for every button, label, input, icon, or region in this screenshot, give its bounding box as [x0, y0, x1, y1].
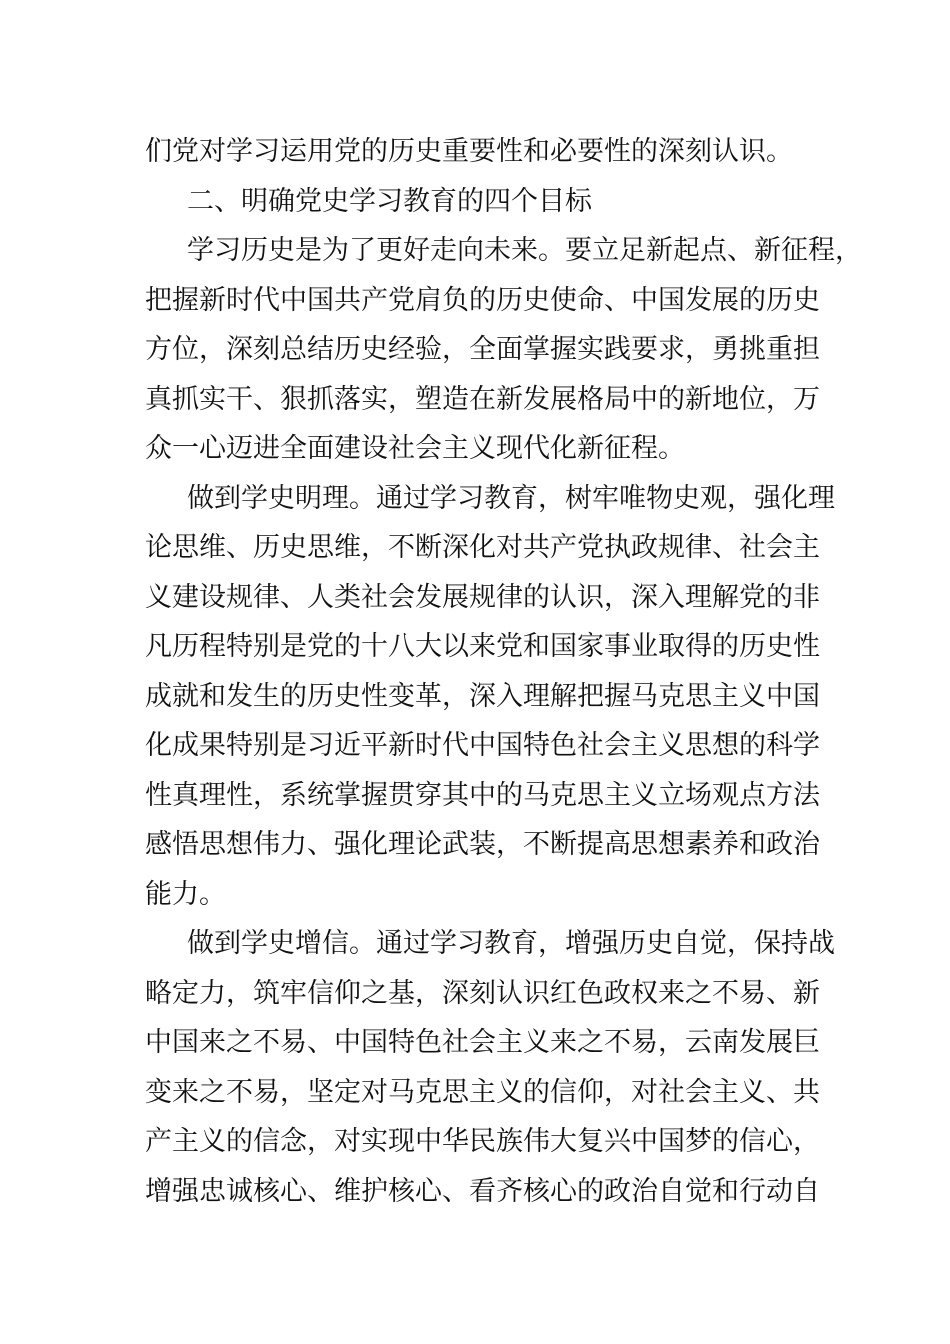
text-line: 真抓实干、狠抓落实，塑造在新发展格局中的新地位，万 — [145, 383, 820, 415]
text-line: 们党对学习运用党的历史重要性和必要性的深刻认识。 — [145, 136, 793, 167]
text-line: 凡历程特别是党的十八大以来党和国家事业取得的历史性 — [145, 631, 820, 662]
text-line: 学习历史是为了更好走向未来。要立足新起点、新征程， — [187, 235, 862, 266]
text-line: 做到学史明理。通过学习教育，树牢唯物史观，强化理 — [187, 482, 835, 514]
text-line: 变来之不易，坚定对马克思主义的信仰，对社会主义、共 — [145, 1076, 820, 1108]
section-heading: 二、明确党史学习教育的四个目标 — [187, 185, 592, 217]
text-line: 增强忠诚核心、维护核心、看齐核心的政治自觉和行动自 — [145, 1175, 820, 1207]
body-text — [145, 127, 862, 1216]
text-line: 做到学史增信。通过学习教育，增强历史自觉，保持战 — [187, 928, 835, 959]
text-line: 感悟思想伟力、强化理论武装，不断提高思想素养和政治 — [145, 829, 820, 860]
text-line: 义建设规律、人类社会发展规律的认识，深入理解党的非 — [145, 581, 820, 613]
text-line: 众一心迈进全面建设社会主义现代化新征程。 — [145, 433, 685, 464]
text-line: 中国来之不易、中国特色社会主义来之不易，云南发展巨 — [145, 1027, 820, 1058]
text-line: 产主义的信念，对实现中华民族伟大复兴中国梦的信心， — [145, 1126, 820, 1157]
text-line: 论思维、历史思维，不断深化对共产党执政规律、社会主 — [145, 532, 820, 563]
text-line: 能力。 — [145, 878, 226, 910]
text-line: 把握新时代中国共产党肩负的历史使命、中国发展的历史 — [145, 284, 820, 316]
text-line: 略定力，筑牢信仰之基，深刻认识红色政权来之不易、新 — [145, 977, 820, 1009]
text-line: 方位，深刻总结历史经验，全面掌握实践要求，勇挑重担 — [145, 334, 820, 365]
text-line: 性真理性，系统掌握贯穿其中的马克思主义立场观点方法 — [145, 779, 820, 811]
text-line: 化成果特别是习近平新时代中国特色社会主义思想的科学 — [145, 730, 820, 761]
text-line: 成就和发生的历史性变革，深入理解把握马克思主义中国 — [145, 680, 820, 712]
